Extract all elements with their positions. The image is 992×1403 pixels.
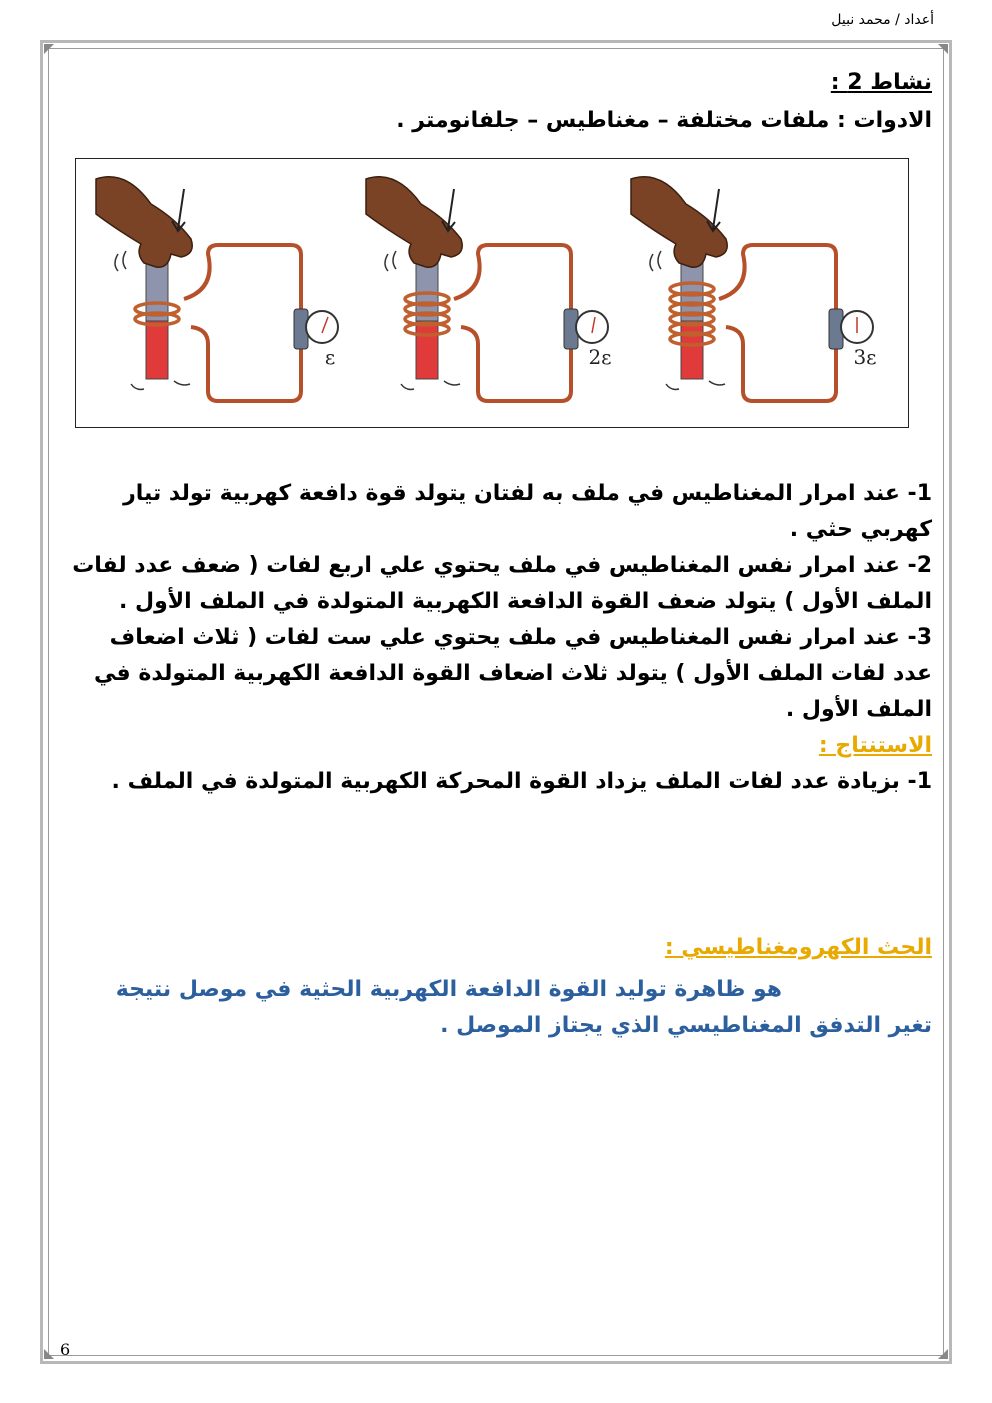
activity-title: نشاط 2 : [830,70,932,95]
circuit-wire [184,245,301,401]
circuit-wire [719,245,836,401]
figure-svg [76,159,910,429]
figure-panel-2 [366,177,612,401]
corner-ornament [938,44,948,54]
observation-item: 1- عند امرار المغناطيس في ملف به لفتان يتولد قوة دافعة كهربية تولد تيار كهربي حثي . [123,481,932,542]
motion-lines [385,251,396,271]
induction-title: الحث الكهرومغناطيسي : [664,935,932,960]
corner-ornament [44,44,54,54]
motion-lines [650,251,661,271]
magnet-north [146,321,168,379]
observation-item: 2- عند امرار نفس المغناطيس في ملف يحتوي علي اربع لفات ( ضعف عدد لفات الملف الأول ) يتولد ضعف القوة الدافعة الكهربية المتولدة في الملف الأول . [72,553,932,614]
observation-item: 3- عند امرار نفس المغناطيس في ملف يحتوي علي ست لفات ( ثلاث اضعاف عدد لفات الملف الأول ) يتولد ثلاث اضعاف القوة الدافعة الكهربية المتولدة في الملف الأول . [94,625,932,722]
galvanometer-dial [306,311,338,343]
corner-ornament [938,1349,948,1359]
induction-definition [95,972,932,1044]
motion-lines [666,381,725,389]
motion-lines [131,381,190,389]
circuit-wire [454,245,571,401]
tools-list: الادوات : ملفات مختلفة – مغناطيس – جلفانومتر . [396,108,932,133]
magnet-north [416,321,438,379]
emf-label: 3ε [853,345,877,369]
figure-panel-3 [631,177,877,401]
conclusion-item: 1- بزيادة عدد لفات الملف يزداد القوة المحركة الكهربية المتولدة في الملف . [111,769,932,794]
conclusion-title: الاستنتاج : [818,733,932,758]
observations-section [68,476,932,800]
galvanometer-dial [576,311,608,343]
figure-panel-1 [96,177,338,401]
emf-label: 2ε [588,345,612,369]
motion-lines [401,381,460,389]
motion-lines [115,251,126,271]
magnet-north [681,321,703,379]
emf-label: ε [324,345,336,369]
corner-ornament [44,1349,54,1359]
definition-text: هو ظاهرة توليد القوة الدافعة الكهربية الحثية في موصل نتيجة تغير التدفق المغناطيسي الذي يجتاز الموصل . [115,977,932,1038]
hand-icon [96,177,192,267]
hand-icon [366,177,462,267]
author-header: أعداد / محمد نبيل [831,12,934,28]
induction-figure [75,158,909,428]
page-number: 6 [60,1340,71,1359]
hand-icon [631,177,727,267]
